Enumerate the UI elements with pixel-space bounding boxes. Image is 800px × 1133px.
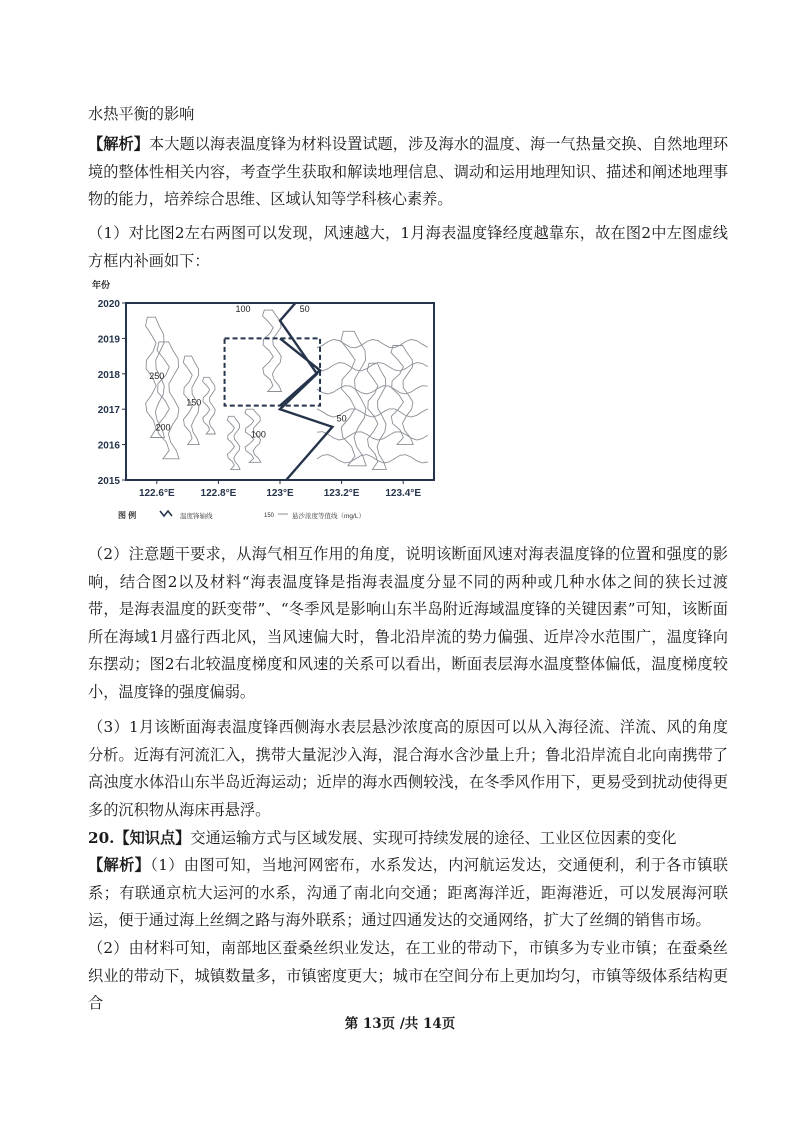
question-2-paragraph xyxy=(88,541,728,707)
y-tick-label: 2019 xyxy=(97,334,120,346)
x-tick-label: 122.8°E xyxy=(200,488,237,499)
x-tick-label: 122.6°E xyxy=(138,488,175,499)
contour-line xyxy=(391,346,413,445)
contour-label: 50 xyxy=(336,413,347,424)
sediment-contour-chart xyxy=(86,275,456,525)
question-1-text: （1）对比图2左右两图可以发现，风速越大，1月海表温度锋经度越靠东，故在图2中左图虚线方框内补画如下： xyxy=(88,224,728,270)
contour-line xyxy=(317,386,428,394)
question-20-knowledge xyxy=(88,825,728,853)
y-tick-label: 2020 xyxy=(97,299,120,310)
contour-label: 100 xyxy=(235,303,251,314)
y-tick-label: 2015 xyxy=(97,476,120,487)
x-tick-label: 123°E xyxy=(266,488,294,499)
x-ticks xyxy=(139,480,421,499)
legend-contour-text: 悬沙浓度等值线（mg/L） xyxy=(292,513,365,520)
legend-front-text: 温度锋轴线 xyxy=(180,513,213,520)
x-tick-label: 123.2°E xyxy=(323,488,360,499)
contour-label: 50 xyxy=(299,303,310,314)
question-20-answer-2-text: （2）由材料可知，南部地区蚕桑丝织业发达，在工业的带动下，市镇多为专业市镇；在蚕桑丝织业的带动下，城镇数量多，市镇密度更大；城市在空间分布上更加均匀，市镇等级体系结构更合 xyxy=(88,939,728,1013)
y-tick-label: 2017 xyxy=(97,405,120,417)
contour-label: 150 xyxy=(186,397,202,408)
contour-label: 250 xyxy=(149,371,165,382)
legend-title: 图 例 xyxy=(118,511,137,520)
question-20-answer-1 xyxy=(88,852,728,935)
question-20-topic: 交通运输方式与区域发展、实现可持续发展的途径、工业区位因素的变化 xyxy=(190,829,677,847)
y-ticks xyxy=(98,299,126,487)
question-1-paragraph xyxy=(88,220,728,275)
contour-line xyxy=(227,416,240,469)
contour-line xyxy=(263,310,282,391)
front-axis-line xyxy=(280,303,332,480)
contour-line xyxy=(317,363,428,371)
contour-line xyxy=(203,377,216,434)
y-axis-label: 年份 xyxy=(92,280,111,290)
legend-contour-value: 150 xyxy=(264,513,275,519)
dashed-box xyxy=(225,338,320,405)
analysis-intro-text: 本大题以海表温度锋为材料设置试题，涉及海水的温度、海一气热量交换、自然地理环境的整体性相关内容，考查学生获取和解读地理信息、调动和运用地理知识、描述和阐述地理事物的能力，培养综合思维、区域认知等学科核心素养。 xyxy=(88,135,729,209)
contour-line xyxy=(317,340,428,348)
question-3-text: （3）1月该断面海表温度锋西侧海水表层悬沙浓度高的原因可以从入海径流、洋流、风的角度分析。近海有河流汇入，携带大量泥沙入海，混合海水含沙量上升；鲁北沿岸流自北向南携带了高浊度水体沿山东半岛近海运动；近岸的海水西侧较浅，在冬季风作用下，更易受到扰动使得更多的沉积物从海床再悬浮。 xyxy=(88,718,728,819)
question-20-answer-2 xyxy=(88,935,728,1018)
analysis-paragraph xyxy=(88,131,728,214)
question-20-analysis-label: 【解析】 xyxy=(88,856,151,874)
heading-continuation: 水热平衡的影响 xyxy=(88,105,195,123)
contour-label: 100 xyxy=(250,429,266,440)
contour-label: 200 xyxy=(155,422,171,433)
y-tick-label: 2016 xyxy=(97,440,120,452)
x-tick-label: 123.4°E xyxy=(385,488,422,499)
question-20-label: 20.【知识点】 xyxy=(88,829,191,847)
contour-line xyxy=(317,455,428,463)
legend-front-symbol xyxy=(160,511,172,516)
contour-lines xyxy=(146,310,428,469)
chart-legend xyxy=(118,510,365,520)
analysis-label: 【解析】 xyxy=(88,135,149,153)
y-tick-label: 2018 xyxy=(97,369,120,381)
question-2-text: （2）注意题干要求，从海气相互作用的角度，说明该断面风速对海表温度锋的位置和强度的影响，结合图2以及材料“海表温度锋是指海表温度分显不同的两种或几种水体之间的狭长过渡带，是海表温度的跃变带”、“冬季风是影响山东半岛附近海域温度锋的关键因素”可知，该断面所在海域1月盛行西北风，当风速偏大时，鲁北沿岸流的势力偏强、近岸冷水范围广，温度锋向东摆动；图2右北较温度梯度和风速的关系可以看出，断面表层海水温度整体偏低，温度梯度较小，温度锋的强度偏弱。 xyxy=(88,545,728,701)
question-20-answer-1-text: （1）由图可知，当地河网密布，水系发达，内河航运发达，交通便利，利于各市镇联系；有联通京杭大运河的水系，沟通了南北向交通；距离海洋近，距海港近，可以发展海河联运，便于通过海上丝绸之路与海外联系；通过四通发达的交通网络，扩大了丝绸的销售市场。 xyxy=(88,856,728,930)
page-footer: 第 13页 /共 14页 xyxy=(344,1016,456,1032)
contour-line xyxy=(341,331,366,466)
question-3-paragraph xyxy=(88,714,728,824)
